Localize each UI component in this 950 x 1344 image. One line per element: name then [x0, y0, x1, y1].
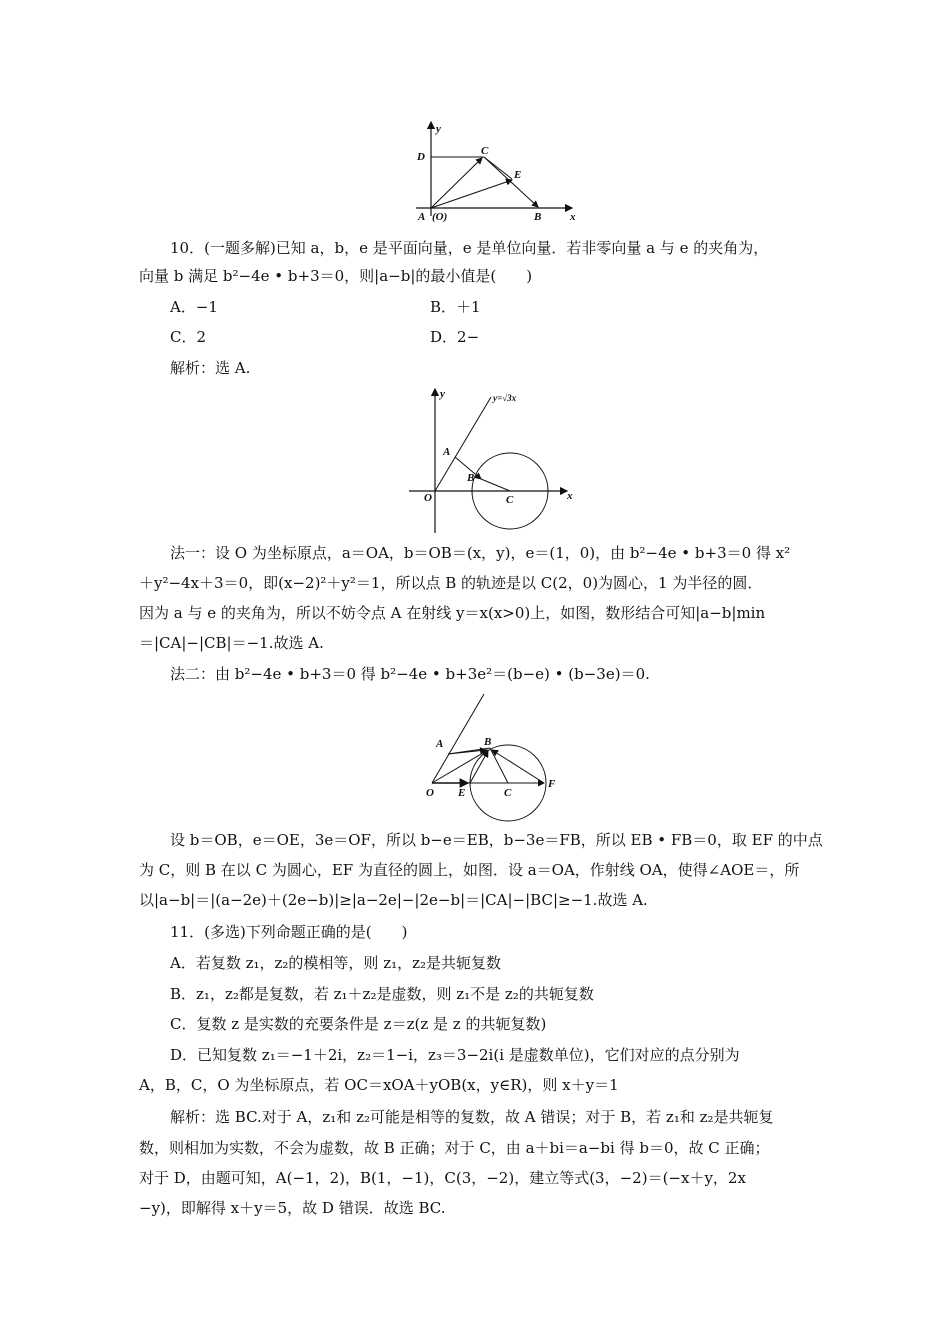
q10-option-a: A．−1	[170, 298, 218, 316]
label-e: E	[458, 787, 466, 799]
figure-circle-ray	[405, 385, 585, 535]
q10-answer: 解析：选 A.	[170, 359, 251, 377]
method1-line-4: ＝|CA|−|CB|＝−1.故选 A.	[139, 634, 324, 652]
segment-bc	[490, 748, 508, 783]
vector-ce	[484, 157, 512, 179]
q10-stem-line-2: 向量 b 满足 b²−4e • b+3＝0，则|a−b|的最小值是( )	[139, 267, 533, 285]
q11-option-a: A．若复数 z₁，z₂的模相等，则 z₁，z₂是共轭复数	[170, 954, 502, 972]
label-y: y	[436, 123, 441, 135]
method1-line-1: 法一：设 O 为坐标原点，a＝OA，b＝OB＝(x，y)，e＝(1，0)，由 b²−4e • b+3＝0 得 x²	[170, 544, 791, 562]
label-a: A	[443, 446, 451, 458]
label-d: D	[417, 151, 425, 163]
q10-stem-line-1: 10．(一题多解)已知 a，b，e 是平面向量，e 是单位向量．若非零向量 a 与 e 的夹角为，	[170, 239, 769, 257]
method2-line-1: 法二：由 b²−4e • b+3＝0 得 b²−4e • b+3e²＝(b−e) • (b−3e)＝0.	[170, 665, 650, 683]
label-a: A	[436, 738, 444, 750]
label-b: B	[534, 211, 542, 223]
method2-line-2: 设 b＝OB，e＝OE，3e＝OF，所以 b−e＝EB，b−3e＝FB，所以 EB • FB＝0，取 EF 的中点	[170, 831, 823, 849]
label-y: y	[440, 388, 445, 400]
method2-line-4: 以|a−b|＝|(a−2e)＋(2e−b)|≥|a−2e|−|2e−b|＝|CA|−|BC|≥−1.故选 A.	[139, 891, 648, 909]
vector-cb	[484, 157, 538, 207]
method1-line-2: ＋y²−4x＋3＝0，即(x−2)²＋y²＝1，所以点 B 的轨迹是以 C(2，0)为圆心，1 为半径的圆．	[139, 574, 763, 592]
label-e: E	[514, 169, 522, 181]
label-c: C	[504, 787, 512, 799]
label-o: O	[424, 492, 432, 504]
label-o: O	[426, 787, 434, 799]
q11-option-b: B．z₁，z₂都是复数，若 z₁＋z₂是虚数，则 z₁不是 z₂的共轭复数	[170, 985, 594, 1003]
label-c: C	[506, 494, 514, 506]
ray-line	[435, 397, 491, 491]
q10-option-d: D．2−	[430, 328, 480, 346]
q11-option-c: C．复数 z 是实数的充要条件是 z＝z(z 是 z 的共轭复数)	[170, 1015, 547, 1033]
q11-stem: 11．(多选)下列命题正确的是( )	[170, 923, 408, 941]
label-f: F	[548, 778, 556, 790]
q10-option-b: B．＋1	[430, 298, 481, 316]
q11-option-d-line-2: A，B，C，O 为坐标原点，若 OC＝xOA＋yOB(x，y∈R)，则 x＋y＝1	[139, 1076, 619, 1094]
figure-diameter-circle	[418, 690, 568, 805]
segment-bc	[481, 479, 510, 491]
label-b: B	[484, 736, 492, 748]
method1-line-3: 因为 a 与 e 的夹角为，所以不妨令点 A 在射线 y＝x(x>0)上，如图，数形结合可知|a−b|min	[139, 604, 766, 622]
label-a: A	[418, 211, 426, 223]
label-x: x	[570, 211, 576, 223]
q11-analysis-line-3: 对于 D，由题可知，A(−1，2)，B(1，−1)，C(3，−2)，建立等式(3，−2)＝(−x＋y，2x	[139, 1169, 746, 1187]
label-line-eq: y=√3x	[493, 393, 517, 403]
q10-option-c: C．2	[170, 328, 207, 346]
vector-ae	[431, 180, 512, 208]
q11-analysis-line-2: 数，则相加为实数，不会为虚数，故 B 正确；对于 C，由 a＋bi＝a−bi 得 b＝0，故 C 正确；	[139, 1139, 770, 1157]
figure-rectangle-vectors	[412, 120, 587, 228]
q11-option-d-line-1: D．已知复数 z₁＝−1＋2i，z₂＝1−i，z₃＝3−2i(i 是虚数单位)，它们对应的点分别为	[170, 1046, 740, 1064]
q11-analysis-line-1: 解析：选 BC.对于 A，z₁和 z₂可能是相等的复数，故 A 错误；对于 B，若 z₁和 z₂是共轭复	[170, 1108, 774, 1126]
label-c: C	[481, 145, 489, 157]
label-o: (O)	[432, 211, 448, 223]
vector-ac	[431, 158, 482, 208]
label-b: B	[467, 472, 475, 484]
q11-analysis-line-4: −y)，即解得 x＋y＝5，故 D 错误．故选 BC.	[139, 1199, 446, 1217]
method2-line-3: 为 C，则 B 在以 C 为圆心，EF 为直径的圆上，如图．设 a＝OA，作射线 OA，使得∠AOE＝，所	[139, 861, 800, 879]
label-x: x	[567, 490, 573, 502]
